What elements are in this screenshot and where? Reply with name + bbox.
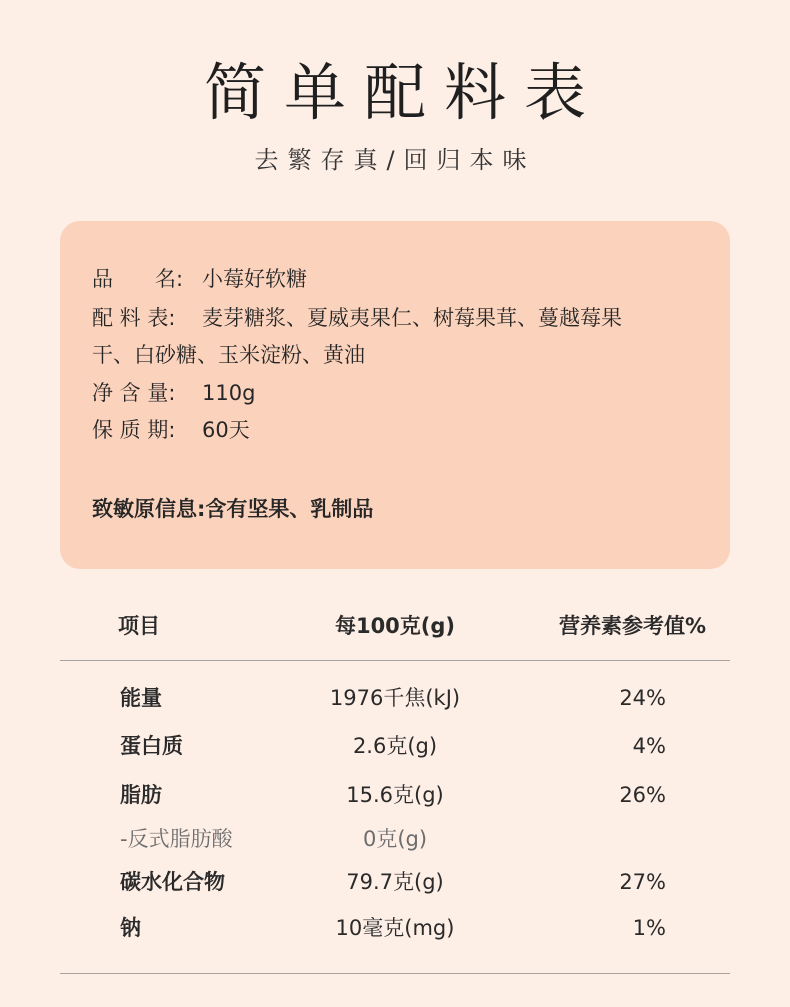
row-nrv: 1% [632, 916, 666, 940]
row-item: 碳水化合物 [120, 870, 225, 894]
row-per100g: 79.7克(g) [346, 870, 444, 894]
row-per100g: 0克(g) [362, 827, 428, 851]
net-weight-value: 110g [202, 381, 256, 405]
product-name-value: 小莓好软糖 [202, 267, 307, 291]
row-item: -反式脂肪酸 [120, 827, 233, 851]
product-name-label: 品 名: [92, 267, 184, 291]
product-info-card [60, 221, 730, 569]
ingredients-continuation: 干、白砂糖、玉米淀粉、黄油 [92, 343, 365, 367]
row-item: 脂肪 [120, 783, 162, 807]
row-item: 蛋白质 [120, 734, 183, 758]
table-divider-top [60, 660, 730, 661]
row-per100g: 10毫克(mg) [335, 916, 455, 940]
ingredients-line-1: 麦芽糖浆、夏威夷果仁、树莓果茸、蔓越莓果 [202, 306, 622, 330]
row-item: 钠 [120, 916, 141, 940]
row-item: 能量 [120, 686, 162, 710]
header-per100g: 每100克(g) [334, 614, 456, 638]
shelf-life-label: 保 质 期: [92, 418, 176, 442]
net-weight-row [92, 383, 255, 404]
shelf-life-value: 60天 [202, 418, 250, 442]
row-nrv: 26% [619, 783, 666, 807]
page-subtitle: 去繁存真/回归本味 [254, 146, 536, 174]
header-item: 项目 [118, 614, 160, 638]
product-name-row [92, 269, 307, 290]
row-nrv: 27% [619, 870, 666, 894]
row-per100g: 15.6克(g) [346, 783, 444, 807]
ingredients-label: 配 料 表: [92, 306, 176, 330]
row-per100g: 2.6克(g) [352, 734, 438, 758]
ingredients-row [92, 308, 622, 329]
header-nrv: 营养素参考值% [558, 614, 706, 638]
row-nrv: 4% [632, 734, 666, 758]
net-weight-label: 净 含 量: [92, 381, 176, 405]
shelf-life-row [92, 420, 250, 441]
row-per100g: 1976千焦(kJ) [329, 686, 461, 710]
page-title: 简单配料表 [203, 56, 604, 129]
table-divider-bottom [60, 973, 730, 974]
allergen-info: 致敏原信息:含有坚果、乳制品 [92, 497, 374, 521]
row-nrv: 24% [619, 686, 666, 710]
